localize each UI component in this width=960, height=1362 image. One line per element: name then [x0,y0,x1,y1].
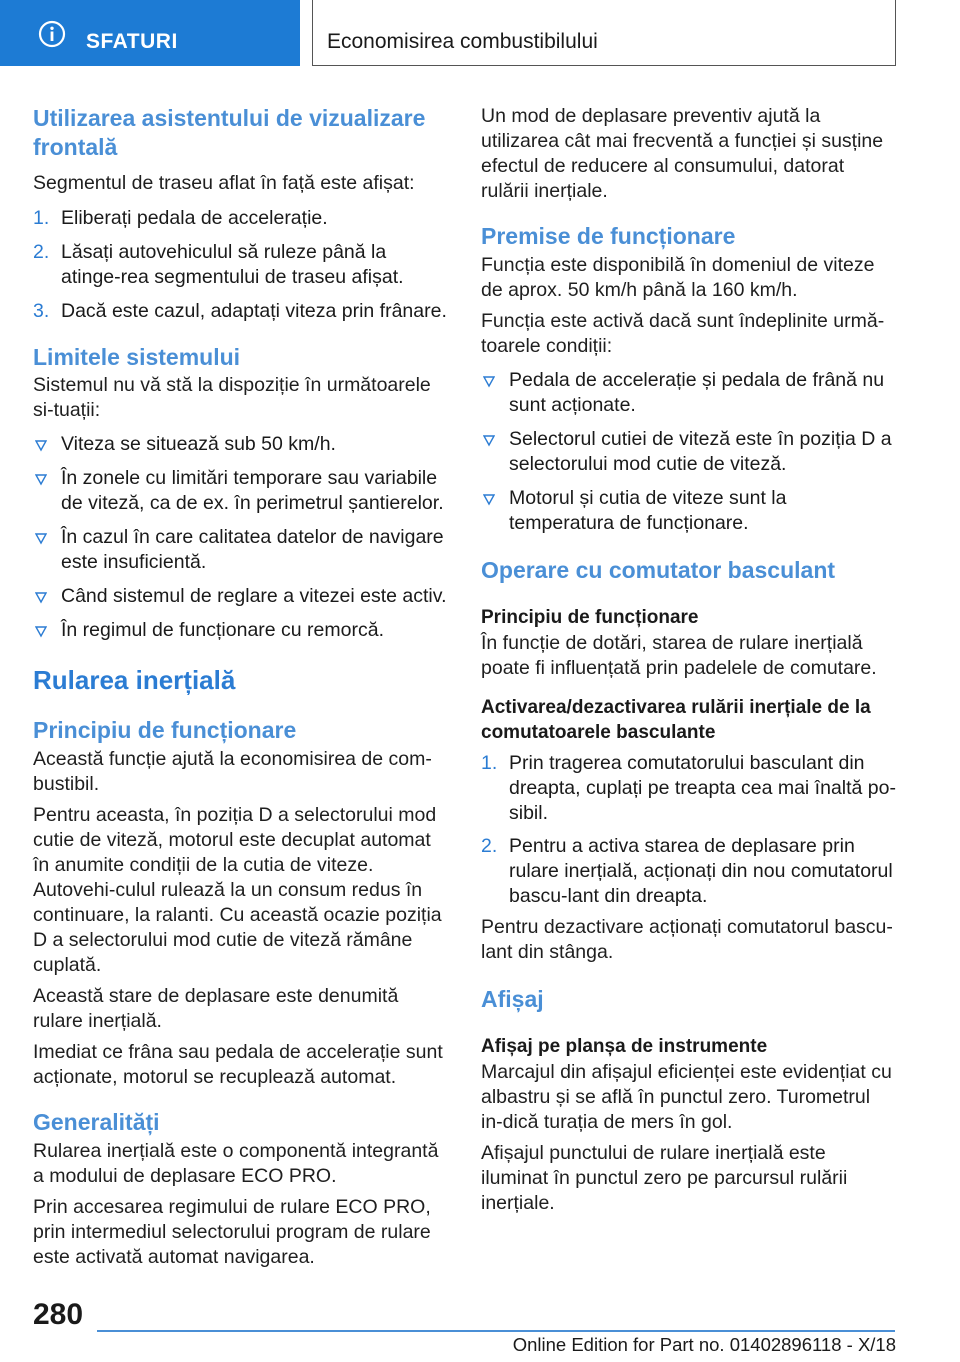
list-item [33,584,448,609]
right-column [481,98,896,1216]
numbered-list-hud [33,206,448,324]
list-text: Pedala de accelerație și pedala de frână nu sunt acționate. [509,369,885,416]
triangle-bullet-icon [35,440,47,452]
paragraph: Un mod de deplasare preventiv ajută la utilizarea cât mai frecventă a funcției și susține efectul de reducere al consumului, datorat rulării inerțiale. [481,105,884,202]
list-text: Când sistemul de reglare a vitezei este activ. [61,585,447,607]
list-item [33,206,448,231]
paragraph: Prin accesarea regimului de rulare ECO PRO, prin intermediul selectorului program de rulare este activată automat navigarea. [33,1196,431,1268]
left-column [33,98,448,1270]
list-text: Eliberați pedala de accelerație. [61,207,328,229]
paragraph: Sistemul nu vă stă la dispoziție în următoarele si‐tuații: [33,374,431,421]
list-number: 1. [481,752,498,774]
list-item [33,466,448,516]
list-text: În regimul de funcționare cu remorcă. [61,619,384,641]
bullet-list-limits [33,432,448,643]
heading-general: Generalități [33,1109,160,1135]
list-number: 3. [33,300,50,322]
list-item [481,368,896,418]
chapter-label: SFATURI [86,30,178,53]
list-text: În cazul în care calitatea datelor de navigare este insuficientă. [61,526,444,573]
list-number: 2. [481,835,498,857]
triangle-bullet-icon [483,435,495,447]
list-text: Viteza se situează sub 50 km/h. [61,433,336,455]
numbered-list-activate [481,751,896,909]
edition-note: Online Edition for Part no. 01402896118 - X/18 [512,1334,896,1355]
list-item [33,432,448,457]
paragraph: Pentru aceasta, în poziția D a selectorului mod cutie de viteză, motorul este decuplat automat în anumite condiții de la cutia de viteze. Autovehi‐culul rulează la un consum redus în continuare, la ralanti. Cu această ocazie poziția D a selectorului mod cutie de viteză rămâne cuplată. [33,804,442,976]
list-item [481,486,896,536]
list-text: Prin tragerea comutatorului basculant din dreapta, cuplați pe treapta cea mai înaltă po‐sibil. [509,752,896,824]
subheading-principle: Principiu de funcționare [481,607,699,628]
paragraph: Pentru dezactivare acționați comutatorul bascu‐lant din stânga. [481,916,893,963]
paragraph: Segmentul de traseu aflat în față este afișat: [33,172,415,194]
info-icon [38,20,66,48]
section-box [312,0,896,66]
footer-divider [97,1330,895,1332]
paragraph: Funcția este activă dacă sunt îndeplinite urmă‐toarele condiții: [481,310,885,357]
list-item [33,618,448,643]
paragraph: Funcția este disponibilă în domeniul de viteze de aprox. 50 km/h până la 160 km/h. [481,254,875,301]
paragraph: În funcție de dotări, starea de rulare inerțială poate fi influențată prin padelele de comutare. [481,632,877,679]
list-text: Dacă este cazul, adaptați viteza prin frânare. [61,300,447,322]
paragraph: Această stare de deplasare este denumită rulare inerțială. [33,985,399,1032]
list-text: Pentru a activa starea de deplasare prin rulare inerțială, acționați din nou comutatorul bascu‐lant din dreapta. [509,835,893,907]
page-number: 280 [33,1298,84,1331]
heading-principle: Principiu de funcționare [33,717,297,743]
list-text: În zonele cu limitări temporare sau variabile de viteză, ca de ex. în perimetrul șantierelor. [61,467,444,514]
page-header [0,0,960,66]
subheading-activate: Activarea/dezactivarea rulării inerțiale de la comutatoarele basculante [481,697,871,743]
paragraph: Afișajul punctului de rulare inerțială este iluminat în punctul zero pe parcursul rulării inerțiale. [481,1142,848,1214]
list-item [481,427,896,477]
subheading-instrument-cluster: Afișaj pe planșa de instrumente [481,1036,768,1057]
list-item [481,751,896,826]
list-text: Motorul și cutia de viteze sunt la temperatura de funcționare. [509,487,787,534]
list-item [33,240,448,290]
heading-limits: Limitele sistemului [33,344,241,370]
chapter-tab [0,0,300,66]
heading-hud: Utilizarea asistentului de vizualizare frontală [33,105,426,160]
list-text: Selectorul cutiei de viteză este în poziția D a selectorului mod cutie de viteză. [509,428,892,475]
heading-rocker-switch: Operare cu comutator basculant [481,557,836,583]
triangle-bullet-icon [35,474,47,486]
triangle-bullet-icon [35,533,47,545]
paragraph: Această funcție ajută la economisirea de com‐bustibil. [33,748,432,795]
list-item [33,299,448,324]
section-title: Economisirea combustibilului [327,30,598,53]
list-item [481,834,896,909]
paragraph: Imediat ce frâna sau pedala de accelerație sunt acționate, motorul se recuplează automat. [33,1041,443,1088]
paragraph: Rularea inerțială este o componentă integrantă a modului de deplasare ECO PRO. [33,1140,439,1187]
paragraph: Marcajul din afișajul eficienței este evidențiat cu albastru și se află în punctul zero. Turometrul in‐dică turația de mers în gol. [481,1061,892,1133]
list-number: 2. [33,241,50,263]
list-item [33,525,448,575]
triangle-bullet-icon [483,494,495,506]
heading-prerequisites: Premise de funcționare [481,223,736,249]
heading-coasting: Rularea inerțială [33,665,236,695]
triangle-bullet-icon [35,592,47,604]
triangle-bullet-icon [35,626,47,638]
heading-display: Afișaj [481,986,544,1012]
list-text: Lăsați autovehiculul să ruleze până la atinge‐rea segmentului de traseu afișat. [61,241,404,288]
triangle-bullet-icon [483,376,495,388]
bullet-list-prerequisites [481,368,896,536]
list-number: 1. [33,207,50,229]
